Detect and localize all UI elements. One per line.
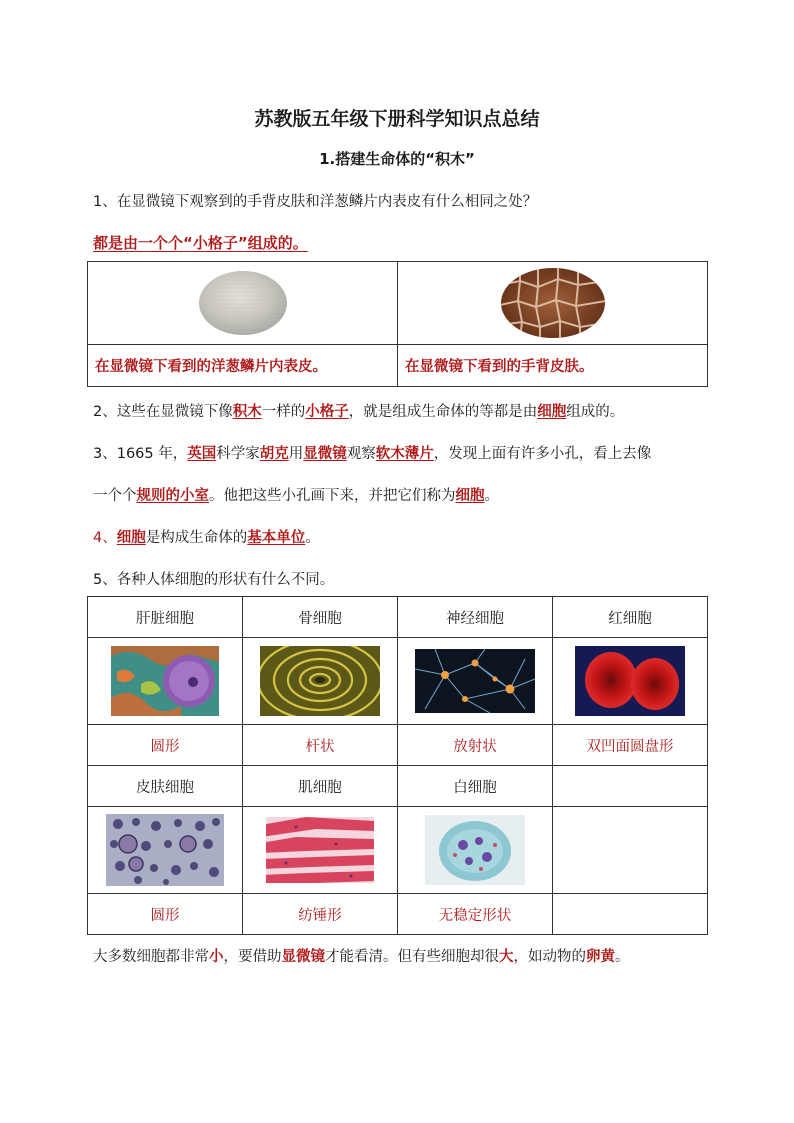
cell-image-cell: [398, 807, 553, 894]
bone-cell-image: [260, 646, 380, 716]
cell-image-cell: [553, 638, 708, 725]
white-blood-cell-image: [425, 815, 525, 885]
paragraph-6: 大多数细胞都非常小，要借助显微镜才能看清。但有些细胞却很大，如动物的卵黄。: [93, 949, 630, 965]
keyword: 英国: [187, 446, 217, 462]
keyword: 积木: [232, 404, 262, 420]
keyword: 胡克: [259, 446, 289, 462]
paragraph-4: 4、细胞是构成生命体的基本单位。: [93, 530, 320, 546]
cell-image-cell: [88, 638, 243, 725]
keyword: 软木薄片: [375, 446, 434, 462]
keyword: 基本单位: [247, 530, 306, 546]
red-blood-cell-image: [575, 646, 685, 716]
keyword: 细胞: [116, 530, 146, 546]
cell-image-cell: [88, 807, 243, 894]
nerve-cell-image: [415, 649, 535, 713]
keyword: 细胞: [455, 488, 485, 504]
cell-shape: 双凹面圆盘形: [553, 725, 708, 766]
question-1: 1、在显微镜下观察到的手背皮肤和洋葱鳞片内表皮有什么相同之处？: [93, 194, 538, 210]
cell-shapes-table: [87, 596, 708, 935]
cell-name: 骨细胞: [243, 597, 398, 638]
skin-caption: 在显微镜下看到的手背皮肤。: [398, 345, 708, 387]
cell-name: 皮肤细胞: [88, 766, 243, 807]
answer-1: 都是由一个个“小格子”组成的。: [93, 234, 308, 252]
hand-skin-image: [500, 267, 606, 339]
muscle-cell-image: [266, 817, 374, 883]
question-5: 5、各种人体细胞的形状有什么不同。: [93, 572, 335, 588]
keyword: 显微镜: [281, 949, 325, 965]
keyword: 卵黄: [586, 949, 615, 965]
cell-shape: 杆状: [243, 725, 398, 766]
keyword: 规则的小室: [136, 488, 209, 504]
liver-cell-image: [111, 646, 219, 716]
cell-name: 肌细胞: [243, 766, 398, 807]
cell-name: 白细胞: [398, 766, 553, 807]
cell-name: 神经细胞: [398, 597, 553, 638]
cell-shape: 圆形: [88, 725, 243, 766]
skin-cell-image: [106, 814, 224, 886]
cell-name: 肝脏细胞: [88, 597, 243, 638]
paragraph-3-line-1: 3、1665 年，英国科学家胡克用显微镜观察软木薄片，发现上面有许多小孔，看上去像: [93, 446, 652, 462]
keyword: 大: [499, 949, 514, 965]
empty-cell: [553, 766, 708, 807]
cell-image-cell: [398, 638, 553, 725]
empty-cell: [553, 807, 708, 894]
page-title: 苏教版五年级下册科学知识点总结: [254, 108, 540, 130]
cell-image-cell: [243, 807, 398, 894]
cell-shape: 圆形: [88, 894, 243, 935]
cell-name: 红细胞: [553, 597, 708, 638]
cell-shape: 纺锤形: [243, 894, 398, 935]
cell-image-cell: [243, 638, 398, 725]
comparison-table: [87, 261, 708, 387]
paragraph-2: 2、这些在显微镜下像积木一样的小格子，就是组成生命体的等都是由细胞组成的。: [93, 404, 625, 420]
keyword: 小: [209, 949, 224, 965]
skin-image-cell: [398, 262, 708, 345]
paragraph-3-line-2: 一个个规则的小室。他把这些小孔画下来，并把它们称为细胞。: [93, 488, 499, 504]
keyword: 显微镜: [303, 446, 347, 462]
section-subtitle: 1.搭建生命体的“积木”: [319, 150, 475, 168]
onion-epidermis-image: [198, 270, 288, 336]
onion-caption: 在显微镜下看到的洋葱鳞片内表皮。: [88, 345, 398, 387]
cell-shape: 放射状: [398, 725, 553, 766]
keyword: 小格子: [305, 404, 349, 420]
onion-image-cell: [88, 262, 398, 345]
empty-cell: [553, 894, 708, 935]
cell-shape: 无稳定形状: [398, 894, 553, 935]
keyword: 细胞: [537, 404, 567, 420]
